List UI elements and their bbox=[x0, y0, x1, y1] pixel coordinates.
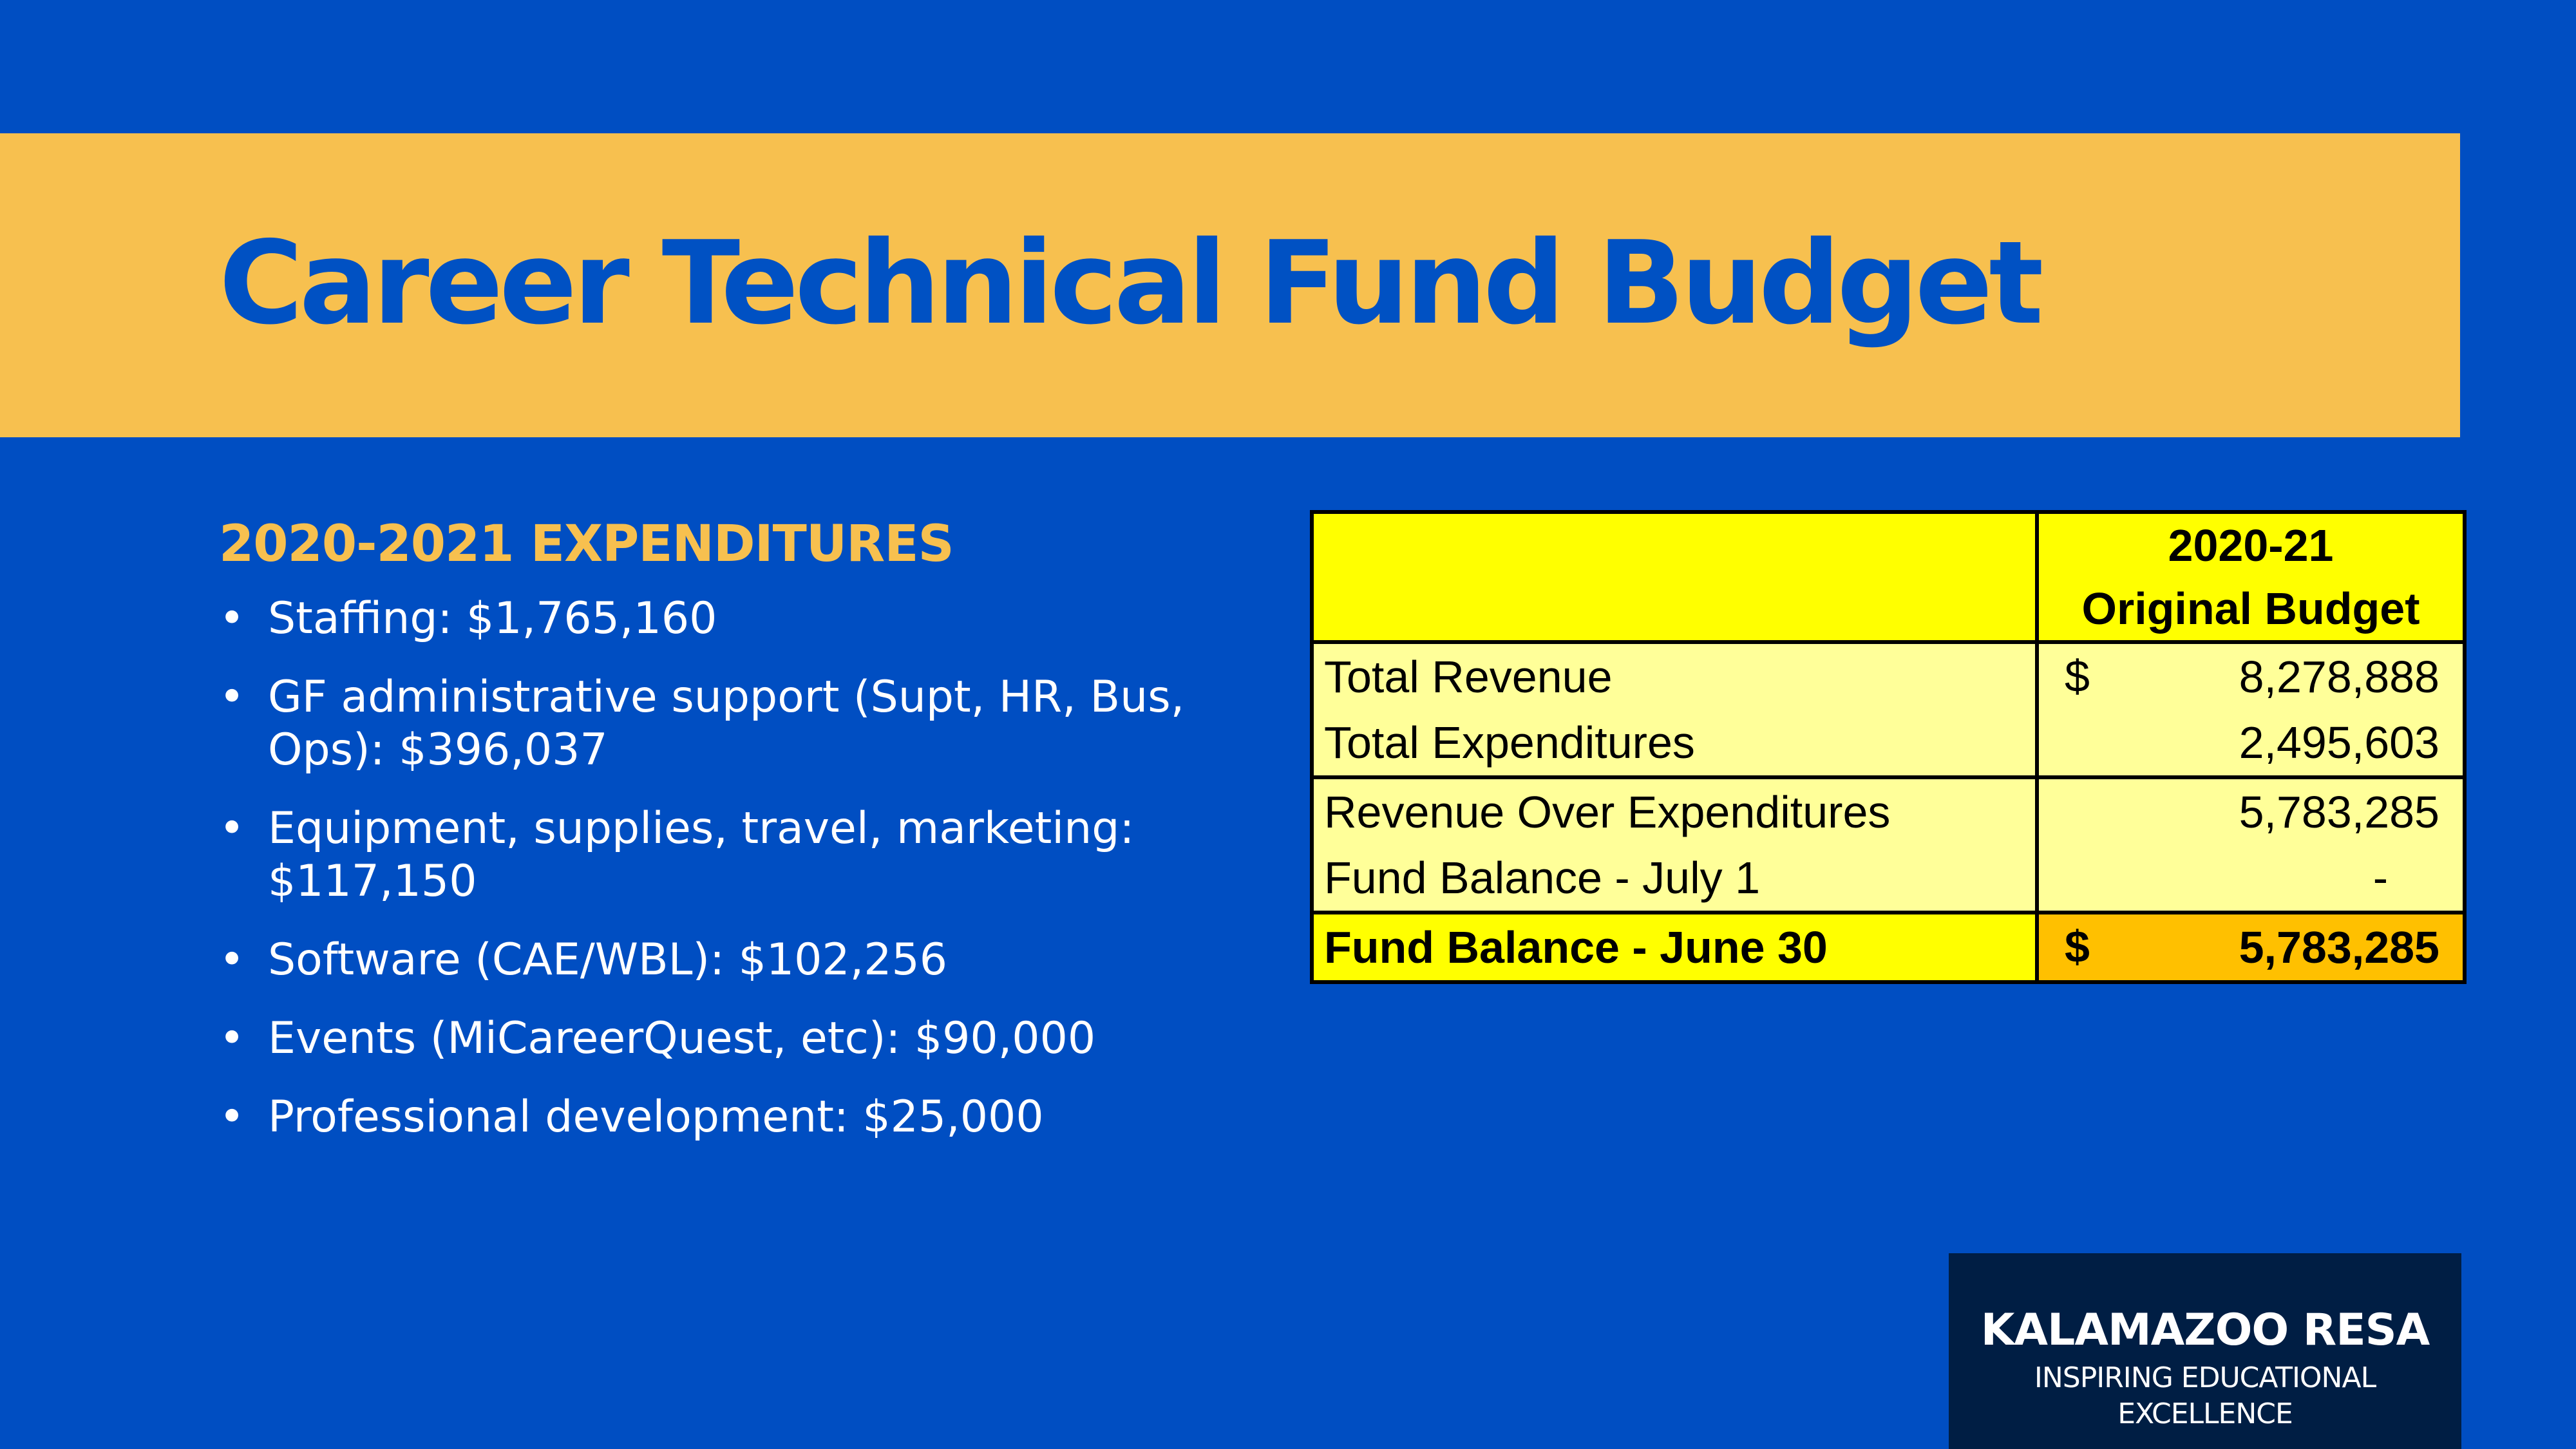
row-value: - bbox=[2372, 853, 2388, 903]
table-row bbox=[1312, 845, 2465, 913]
brand-name: KALAMAZOO RESA bbox=[1980, 1305, 2430, 1356]
list-item-text: Professional development: $25,000 bbox=[268, 1092, 1044, 1142]
list-item-text: Events (MiCareerQuest, etc): $90,000 bbox=[268, 1013, 1096, 1064]
header-year: 2020-21 bbox=[2168, 520, 2334, 571]
list-item bbox=[219, 671, 1262, 777]
bullet-icon: • bbox=[219, 934, 245, 985]
table-total-row bbox=[1312, 913, 2465, 982]
row-value-cell bbox=[2037, 642, 2465, 710]
list-item-text: Staffing: $1,765,160 bbox=[268, 593, 717, 644]
row-value-cell bbox=[2037, 913, 2465, 982]
row-value-cell bbox=[2037, 777, 2465, 845]
list-item bbox=[219, 1012, 1262, 1065]
expenditures-list bbox=[219, 592, 1262, 1170]
row-value: 5,783,285 bbox=[2239, 922, 2439, 972]
list-item bbox=[219, 592, 1262, 645]
bullet-icon: • bbox=[219, 803, 245, 854]
table-row bbox=[1312, 777, 2465, 845]
row-label: Fund Balance - July 1 bbox=[1312, 845, 2037, 913]
table-row bbox=[1312, 710, 2465, 777]
bullet-icon: • bbox=[219, 1092, 245, 1142]
brand-logo bbox=[1949, 1253, 2461, 1449]
list-item bbox=[219, 802, 1262, 908]
expenditures-heading: 2020-2021 EXPENDITURES bbox=[219, 515, 954, 573]
row-value: 5,783,285 bbox=[2239, 787, 2439, 837]
row-label: Total Expenditures bbox=[1312, 710, 2037, 777]
bullet-icon: • bbox=[219, 672, 245, 723]
header-caption: Original Budget bbox=[2081, 583, 2420, 634]
list-item bbox=[219, 934, 1262, 987]
row-value: 2,495,603 bbox=[2239, 717, 2439, 768]
budget-table bbox=[1310, 510, 2467, 984]
row-value-cell bbox=[2037, 710, 2465, 777]
row-value-cell bbox=[2037, 845, 2465, 913]
list-item bbox=[219, 1091, 1262, 1144]
row-label: Revenue Over Expenditures bbox=[1312, 777, 2037, 845]
table-row bbox=[1312, 642, 2465, 710]
dollar-sign: $ bbox=[2065, 922, 2090, 972]
header-value-cell bbox=[2037, 512, 2465, 642]
list-item-text: GF administrative support (Supt, HR, Bus, Ops): $396,037 bbox=[268, 672, 1185, 775]
list-item-text: Software (CAE/WBL): $102,256 bbox=[268, 934, 948, 985]
bullet-icon: • bbox=[219, 1013, 245, 1064]
row-label: Fund Balance - June 30 bbox=[1312, 913, 2037, 982]
row-value: 8,278,888 bbox=[2239, 652, 2439, 702]
dollar-sign: $ bbox=[2065, 651, 2090, 701]
brand-tagline: INSPIRING EDUCATIONAL EXCELLENCE bbox=[2034, 1361, 2376, 1430]
bullet-icon: • bbox=[219, 593, 245, 644]
table-header-row bbox=[1312, 512, 2465, 642]
page-title: Career Technical Fund Budget bbox=[219, 216, 2040, 350]
header-label-cell bbox=[1312, 512, 2037, 642]
list-item-text: Equipment, supplies, travel, marketing: $117,150 bbox=[268, 803, 1135, 907]
row-label: Total Revenue bbox=[1312, 642, 2037, 710]
